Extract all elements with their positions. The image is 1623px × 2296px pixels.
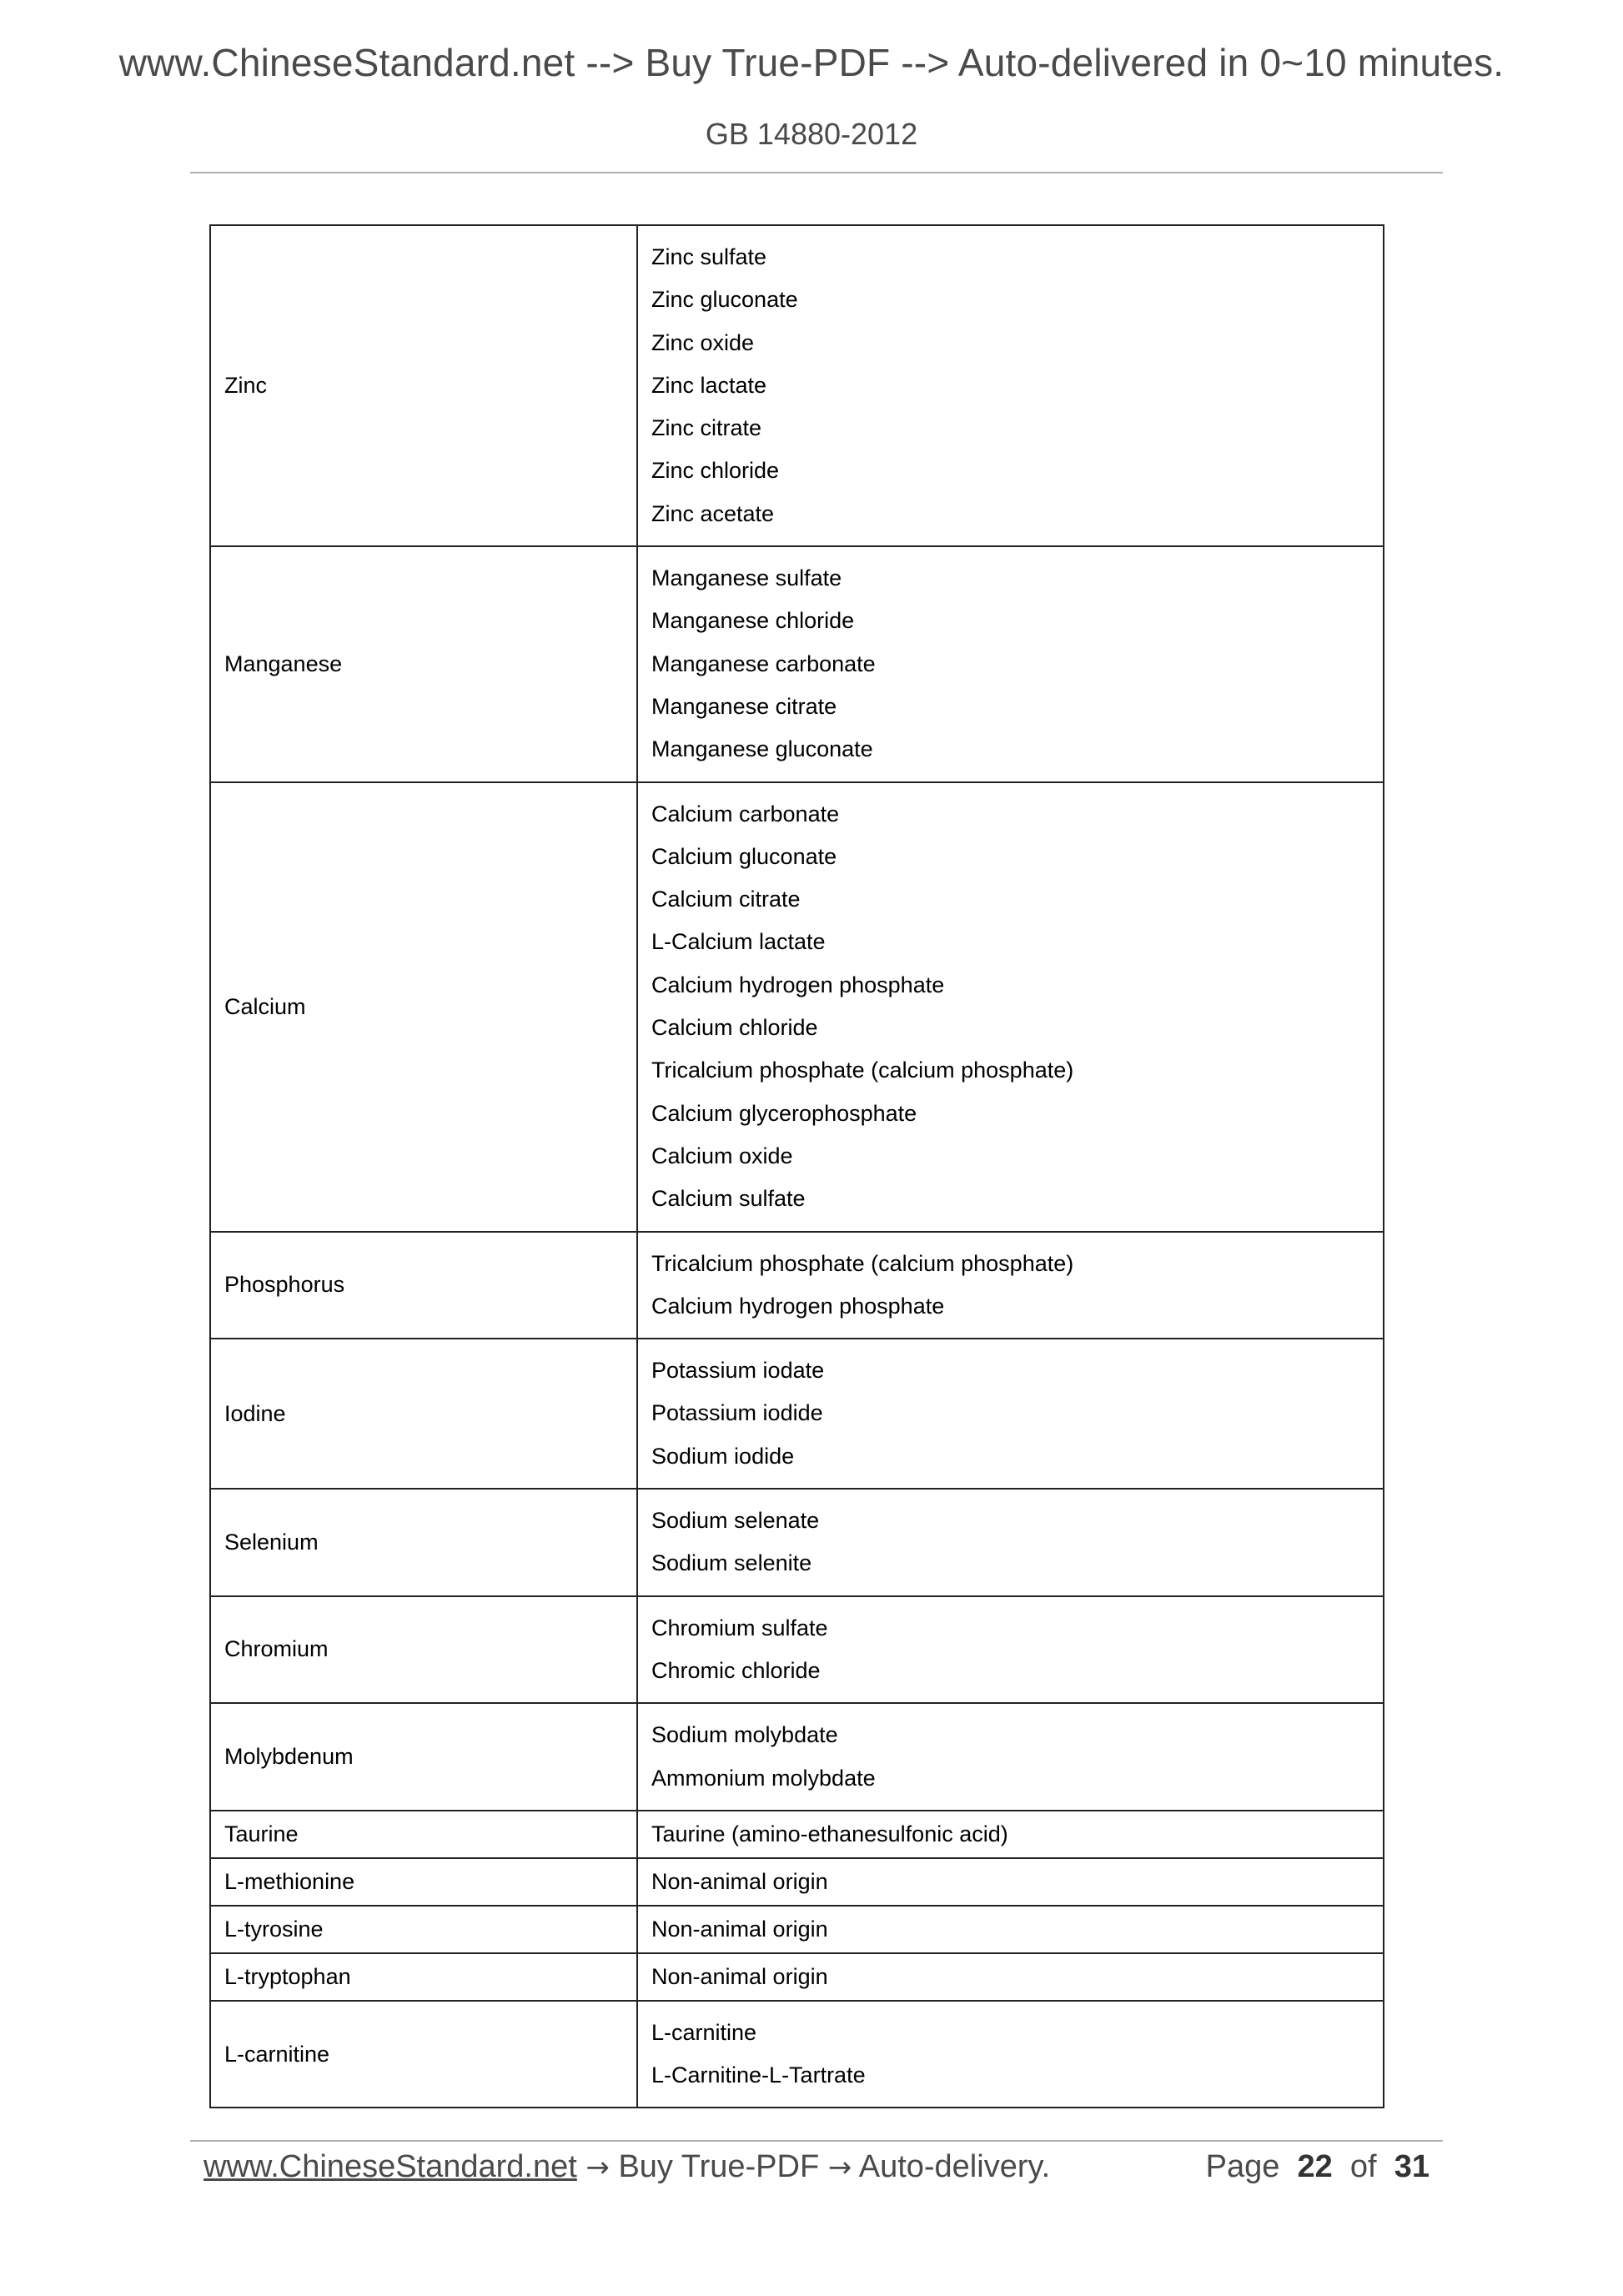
table-row <box>210 225 1384 546</box>
compound-item: Zinc lactate <box>651 372 767 398</box>
page-footer <box>204 2142 1430 2192</box>
compound-cell: Taurine (amino-ethanesulfonic acid) <box>637 1811 1384 1858</box>
compound-cell <box>637 1489 1384 1596</box>
page-of-label: of <box>1349 2149 1377 2184</box>
compound-item: Sodium selenate <box>651 1508 820 1534</box>
compound-item: Calcium citrate <box>651 887 801 912</box>
compound-cell: Non-animal origin <box>637 1858 1384 1906</box>
compound-cell <box>637 1596 1384 1704</box>
standard-number: GB 14880-2012 <box>705 117 918 151</box>
arrow-right-icon: → <box>827 2151 852 2184</box>
compound-cell <box>637 225 1384 546</box>
compound-item: Calcium gluconate <box>651 843 837 869</box>
footer-left <box>204 2142 1050 2193</box>
page-label: Page <box>1205 2149 1280 2184</box>
compound-cell <box>637 546 1384 781</box>
header-banner: www.ChineseStandard.net --> Buy True-PDF --> Auto-delivered in 0~10 minutes. <box>118 41 1505 84</box>
table-row <box>210 1858 1384 1906</box>
compound-item: Calcium sulfate <box>651 1186 806 1212</box>
compound-item: L-carnitine <box>651 2019 757 2045</box>
compound-item: Zinc chloride <box>651 458 780 484</box>
compound-item: Zinc oxide <box>651 329 755 355</box>
header-divider <box>190 172 1443 173</box>
nutrient-cell: Iodine <box>210 1339 637 1489</box>
compound-cell <box>637 1703 1384 1811</box>
compound-item: Tricalcium phosphate (calcium phosphate) <box>651 1058 1074 1083</box>
nutrient-cell: L-tyrosine <box>210 1906 637 1953</box>
compound-cell: Non-animal origin <box>637 1906 1384 1953</box>
table-row <box>210 1232 1384 1339</box>
nutrient-cell: Phosphorus <box>210 1232 637 1339</box>
compound-item: Zinc sulfate <box>651 244 767 269</box>
compound-item: Calcium chloride <box>651 1015 818 1041</box>
compound-item: Zinc citrate <box>651 415 762 441</box>
compound-item: Manganese carbonate <box>651 651 876 676</box>
table-row <box>210 1596 1384 1704</box>
table-row <box>210 1703 1384 1811</box>
nutrient-cell: L-carnitine <box>210 2001 637 2108</box>
compound-cell <box>637 782 1384 1232</box>
compound-item: Manganese sulfate <box>651 565 842 591</box>
nutrient-cell: Chromium <box>210 1596 637 1704</box>
table-row <box>210 2001 1384 2108</box>
table-row <box>210 782 1384 1232</box>
compound-cell <box>637 1232 1384 1339</box>
nutrient-cell: Manganese <box>210 546 637 781</box>
compound-item: Chromic chloride <box>651 1657 821 1683</box>
compound-item: Calcium carbonate <box>651 801 840 826</box>
compound-item: L-Carnitine-L-Tartrate <box>651 2062 866 2088</box>
compound-item: L-Calcium lactate <box>651 929 826 955</box>
compound-item: Manganese citrate <box>651 693 837 719</box>
footer-delivery-text: Auto-delivery. <box>858 2149 1051 2184</box>
compound-item: Zinc gluconate <box>651 287 798 313</box>
nutrient-cell: Molybdenum <box>210 1703 637 1811</box>
nutrient-cell: Zinc <box>210 225 637 546</box>
compound-cell <box>637 2001 1384 2108</box>
footer-site-link[interactable]: www.ChineseStandard.net <box>204 2149 577 2184</box>
page-total: 31 <box>1394 2149 1430 2184</box>
nutrient-cell: Calcium <box>210 782 637 1232</box>
nutrient-cell: L-tryptophan <box>210 1953 637 2001</box>
compound-item: Tricalcium phosphate (calcium phosphate) <box>651 1250 1074 1276</box>
compound-item: Ammonium molybdate <box>651 1765 876 1791</box>
arrow-right-icon: → <box>585 2151 610 2184</box>
compound-cell <box>637 1339 1384 1489</box>
table-row <box>210 1906 1384 1953</box>
footer-buy-text: Buy True-PDF <box>618 2149 820 2184</box>
page-indicator <box>1206 2142 1430 2192</box>
compound-item: Calcium glycerophosphate <box>651 1100 917 1126</box>
compound-item: Manganese gluconate <box>651 736 873 762</box>
compound-item: Sodium molybdate <box>651 1722 838 1748</box>
nutrient-cell: L-methionine <box>210 1858 637 1906</box>
compound-item: Potassium iodide <box>651 1400 823 1426</box>
table-row <box>210 1811 1384 1858</box>
table-row <box>210 1339 1384 1489</box>
table-row <box>210 1953 1384 2001</box>
compound-item: Calcium hydrogen phosphate <box>651 972 945 997</box>
nutrient-cell: Selenium <box>210 1489 637 1596</box>
page-current: 22 <box>1297 2149 1333 2184</box>
compound-item: Potassium iodate <box>651 1358 825 1384</box>
compound-item: Manganese chloride <box>651 608 855 634</box>
compound-table <box>209 224 1384 2108</box>
compound-item: Sodium selenite <box>651 1550 812 1576</box>
nutrient-cell: Taurine <box>210 1811 637 1858</box>
compound-item: Sodium iodide <box>651 1443 795 1469</box>
compound-cell: Non-animal origin <box>637 1953 1384 2001</box>
compound-item: Chromium sulfate <box>651 1615 828 1640</box>
table-row <box>210 1489 1384 1596</box>
compound-table-body <box>210 225 1384 2108</box>
compound-item: Calcium oxide <box>651 1143 793 1168</box>
compound-item: Zinc acetate <box>651 500 775 526</box>
table-row <box>210 546 1384 781</box>
compound-item: Calcium hydrogen phosphate <box>651 1293 945 1319</box>
